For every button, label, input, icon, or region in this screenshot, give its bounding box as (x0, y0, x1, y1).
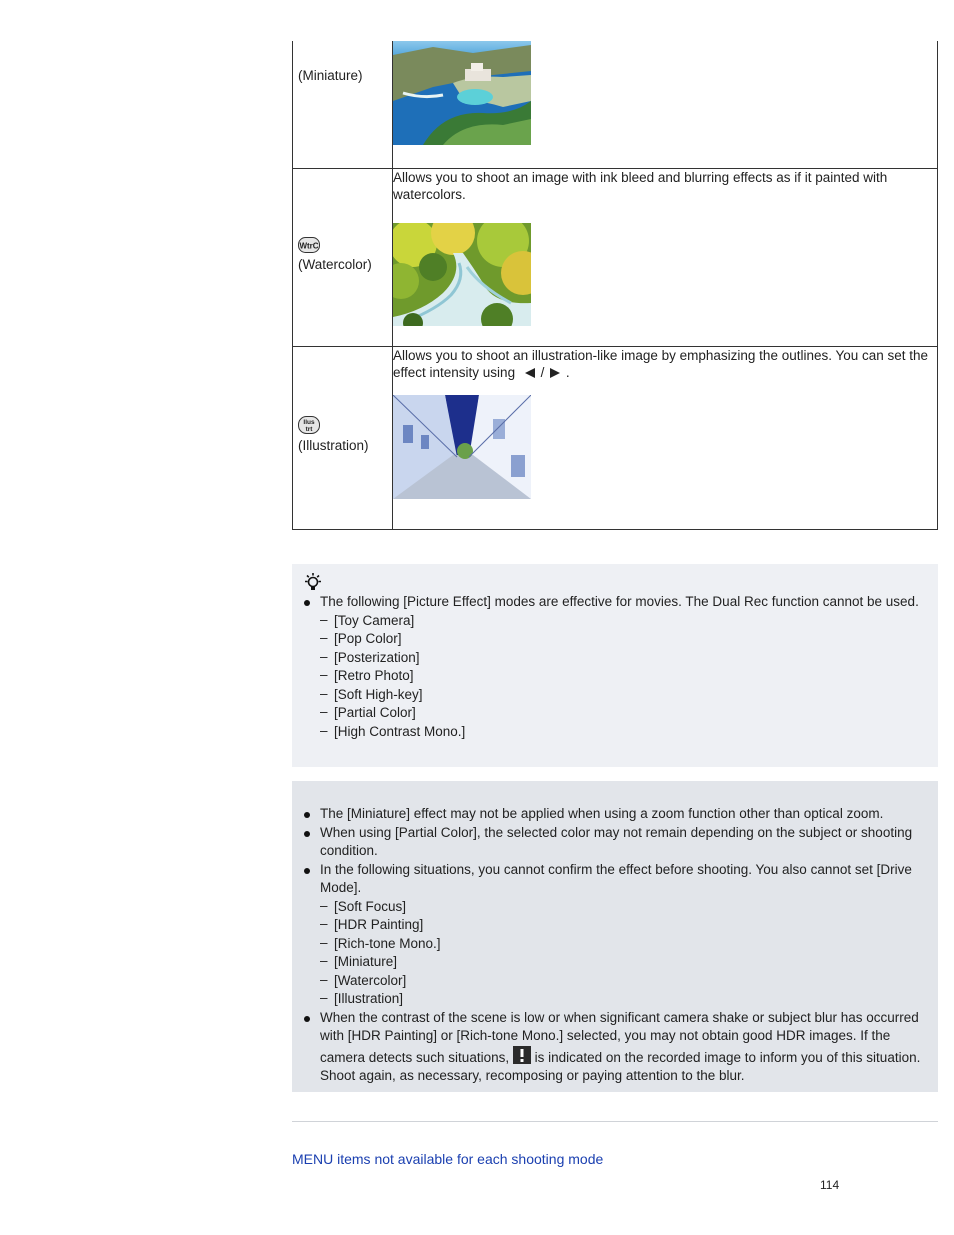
illustration-sample-image (393, 395, 531, 499)
picture-effect-table (292, 41, 938, 530)
list-item: – [Miniature] (320, 953, 938, 972)
table-row (293, 168, 938, 346)
effect-description-illustration: Allows you to shoot an illustration-like image by emphasizing the outlines. You can set the effect intensity using (393, 347, 929, 380)
watercolor-mode-icon (298, 237, 320, 253)
lightbulb-hint-icon (302, 572, 324, 594)
list-item: – [Watercolor] (320, 972, 938, 991)
effect-name-cell (293, 41, 393, 168)
sentence-period: . (565, 364, 570, 380)
arrow-separator: / (540, 364, 545, 380)
effect-name-cell (293, 168, 393, 346)
note-list (292, 805, 938, 1086)
svg-text:trt: trt (305, 425, 313, 433)
list-item: – [HDR Painting] (320, 916, 938, 935)
effect-name-miniature: (Miniature) (298, 68, 363, 83)
list-item: – [Partial Color] (320, 704, 922, 723)
table-row (293, 346, 938, 529)
list-item: – [Soft Focus] (320, 898, 938, 917)
list-item: The following [Picture Effect] modes are effective for movies. The Dual Rec function cannot be used. – [Toy Camera] – [Pop Color] – [Posterization] – [Retro Photo] – [Soft High-key] – [Partial Color] – [High Contrast Mono.] (292, 593, 922, 741)
illustration-mode-icon (298, 416, 320, 434)
list-item: – [Pop Color] (320, 630, 922, 649)
list-item: – [Rich-tone Mono.] (320, 935, 938, 954)
list-item: – [Posterization] (320, 649, 922, 668)
table-row (293, 41, 938, 168)
effect-name-watercolor: (Watercolor) (298, 256, 372, 272)
no-preview-effect-sublist (320, 898, 938, 1009)
svg-text:WtrC: WtrC (299, 241, 319, 250)
list-item: – [Toy Camera] (320, 612, 922, 631)
svg-text:Ilus: Ilus (303, 418, 315, 426)
effect-name-illustration: (Illustration) (298, 437, 369, 453)
list-item: – [Soft High-key] (320, 686, 922, 705)
effect-description-cell (393, 346, 938, 529)
hint-list (292, 593, 922, 741)
list-item: The [Miniature] effect may not be applied when using a zoom function other than optical zoom. (292, 805, 938, 824)
miniature-sample-image (393, 41, 531, 145)
section-divider (292, 1121, 938, 1122)
right-arrow-icon (548, 367, 562, 379)
hint-box (292, 564, 938, 767)
list-item: In the following situations, you cannot confirm the effect before shooting. You also cannot set [Drive Mode]. – [Soft Focus] – [HDR Painting] – [Rich-tone Mono.] – [Miniature] – [Watercolor] – [Illustration] (292, 861, 938, 1009)
watercolor-sample-image (393, 223, 531, 326)
warning-exclamation-icon (513, 1046, 531, 1064)
movie-effect-sublist (320, 612, 922, 742)
effect-description-cell (393, 168, 938, 346)
effect-description-watercolor: Allows you to shoot an image with ink bleed and blurring effects as if it painted with watercolors. (393, 169, 888, 202)
list-item: When using [Partial Color], the selected color may not remain depending on the subject or shooting condition. (292, 824, 938, 861)
list-item: – [Illustration] (320, 990, 938, 1009)
page-number: 114 (820, 1178, 840, 1192)
effect-name-cell (293, 346, 393, 529)
effect-description-cell (393, 41, 938, 168)
list-item: – [Retro Photo] (320, 667, 922, 686)
left-arrow-icon (523, 367, 537, 379)
related-topic-link[interactable]: MENU items not available for each shooting mode (292, 1151, 604, 1167)
list-item: – [High Contrast Mono.] (320, 723, 922, 742)
list-item: When the contrast of the scene is low or when significant camera shake or subject blur has occurred with [HDR Painting] or [Rich-tone Mono.] selected, you may not obtain good HDR images. If the camera detects such situations, is indicated on the recorded image to inform you of this situation. Shoot again, as necessary, recomposing or paying attention to the blur. (292, 1009, 938, 1086)
note-box (292, 781, 938, 1092)
